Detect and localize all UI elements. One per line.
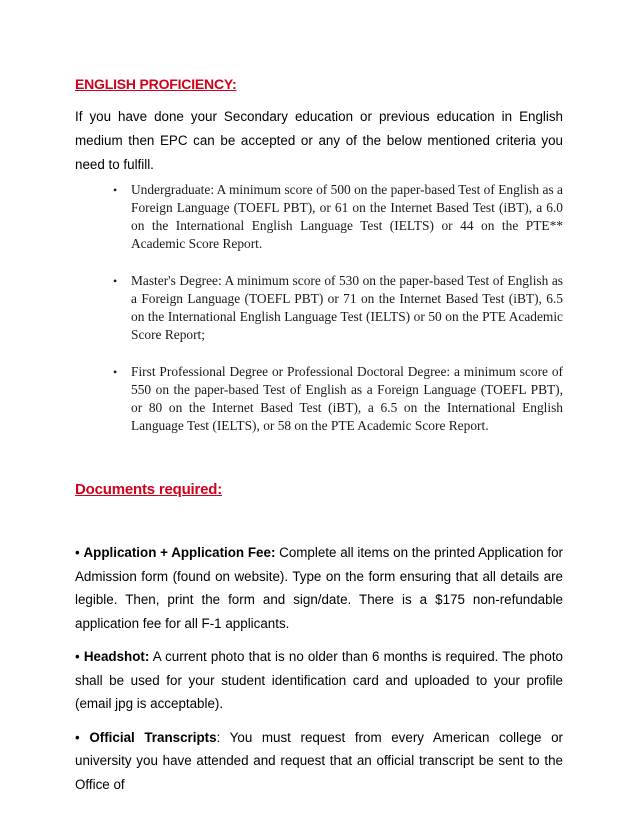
doc-item-transcripts xyxy=(75,726,563,797)
criteria-item-professional xyxy=(113,363,563,435)
criteria-item-masters xyxy=(113,272,563,344)
documents-list xyxy=(75,541,563,806)
documents-required-heading: Documents required: xyxy=(75,481,223,498)
criteria-text: First Professional Degree or Professional Doctoral Degree: a minimum score of 550 on the paper-based Test of English as a Foreign Language (TOEFL PBT), or 80 on the Internet Based Test (iBT), a 6.5 on the International English Language Test (IELTS), or 58 on the PTE Academic Score Report. xyxy=(131,364,563,433)
doc-item-headshot xyxy=(75,645,563,716)
criteria-text: Undergraduate: A minimum score of 500 on the paper-based Test of English as a Foreign Language (TOEFL PBT), or 61 on the Internet Based Test (iBT), a 6.0 on the International English Language Test (IELTS) or 44 on the PTE** Academic Score Report. xyxy=(131,182,563,251)
doc-item-text: A current photo that is no older than 6 months is required. The photo shall be used for your student identification card and uploaded to your profile (email jpg is acceptable). xyxy=(75,649,563,711)
criteria-item-undergraduate xyxy=(113,181,563,253)
bullet-icon: • xyxy=(75,729,80,745)
bullet-icon: • xyxy=(75,545,80,560)
english-intro-paragraph: If you have done your Secondary education or previous education in English medium then EPC can be accepted or any of the below mentioned criteria you need to fulfill. xyxy=(75,109,563,172)
doc-item-text: Complete all items on the printed Application for Admission form (found on website). Type on the form ensuring that all details are legible. Then, print the form and sign/date. There is a $175 non-refundable application fee for all F-1 applicants. xyxy=(75,545,563,631)
bullet-icon: • xyxy=(113,183,118,197)
english-proficiency-heading: ENGLISH PROFICIENCY: xyxy=(75,76,237,92)
criteria-text: Master's Degree: A minimum score of 530 on the paper-based Test of English as a Foreign Language (TOEFL PBT) or 71 on the Internet Based Test (iBT), 6.5 on the International English Language Test (IELTS) or 50 on the PTE Academic Score Report; xyxy=(131,273,563,342)
bullet-icon: • xyxy=(113,365,118,379)
bullet-icon: • xyxy=(75,649,80,664)
doc-item-application xyxy=(75,541,563,635)
doc-item-text: : You must request from every American college or university you have attended and request that an official transcript be sent to the Office of xyxy=(75,729,564,792)
criteria-list xyxy=(113,181,563,454)
doc-item-label: Official Transcripts xyxy=(89,729,217,745)
doc-item-label: Application + Application Fee: xyxy=(83,545,276,560)
bullet-icon: • xyxy=(113,274,118,288)
doc-item-label: Headshot: xyxy=(83,649,150,664)
